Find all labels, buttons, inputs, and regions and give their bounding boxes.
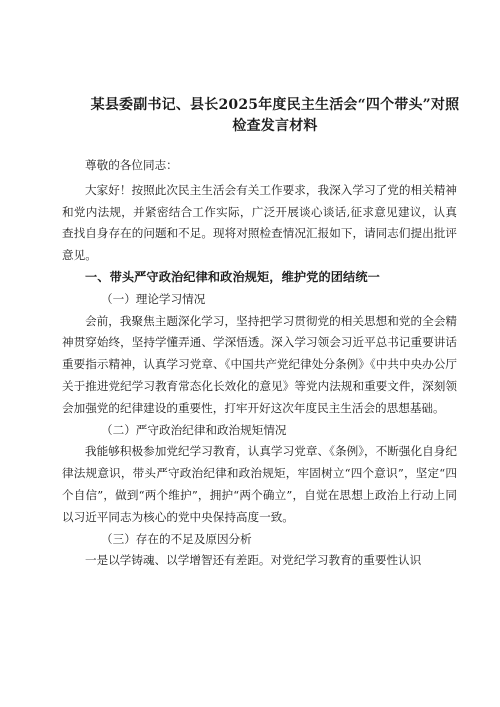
paragraph-theory-study: 会前，我聚焦主题深化学习，坚持把学习贯彻党的相关思想和党的全会精神贯穿始终，坚持学懂弄通、学深悟透。深入学习领会习近平总书记重要讲话重要指示精神，认真学习党章、《中国共产党纪律处分条例》《中共中央办公厅关于推进党纪学习教育常态化长效化的意见》等党内法规和重要文件，深刻领会加强党的纪律建设的重要性，打牢开好这次年度民主生活会的思想基础。 xyxy=(62,313,457,415)
subsection-heading-discipline: （二）严守政治纪律和政治规矩情况 xyxy=(101,422,287,437)
subsection-heading-theory-study: （一）理论学习情况 xyxy=(101,291,206,306)
document-body xyxy=(62,155,457,572)
paragraph-shortcomings: 一是以学铸魂、以学增智还有差距。对党纪学习教育的重要性认识 xyxy=(85,553,422,568)
intro-paragraph: 大家好！按照此次民主生活会有关工作要求，我深入学习了党的相关精神和党内法规，并紧密结合工作实际，广泛开展谈心谈话,征求意见建议，认真查找自身存在的问题和不足。现将对照检查情况汇报如下，请同志们提出批评意见。 xyxy=(62,182,457,263)
document-title: 某县委副书记、县长2025年度民主生活会“四个带头”对照检查发言材料 xyxy=(90,97,460,134)
section-heading-1: 一、带头严守政治纪律和政治规矩，维护党的团结统一 xyxy=(85,269,380,284)
salutation: 尊敬的各位同志： xyxy=(85,158,178,172)
subsection-heading-shortcomings: （三）存在的不足及原因分析 xyxy=(101,531,252,546)
paragraph-discipline: 我能够积极参加党纪学习教育，认真学习党章、《条例》，不断强化自身纪律法规意识，带头严守政治纪律和政治规矩，牢固树立“四个意识”，坚定“四个自信”，做到“两个维护”，拥护“两个确立”，自觉在思想上政治上行动上同以习近平同志为核心的党中央保持高度一致。 xyxy=(62,444,457,524)
